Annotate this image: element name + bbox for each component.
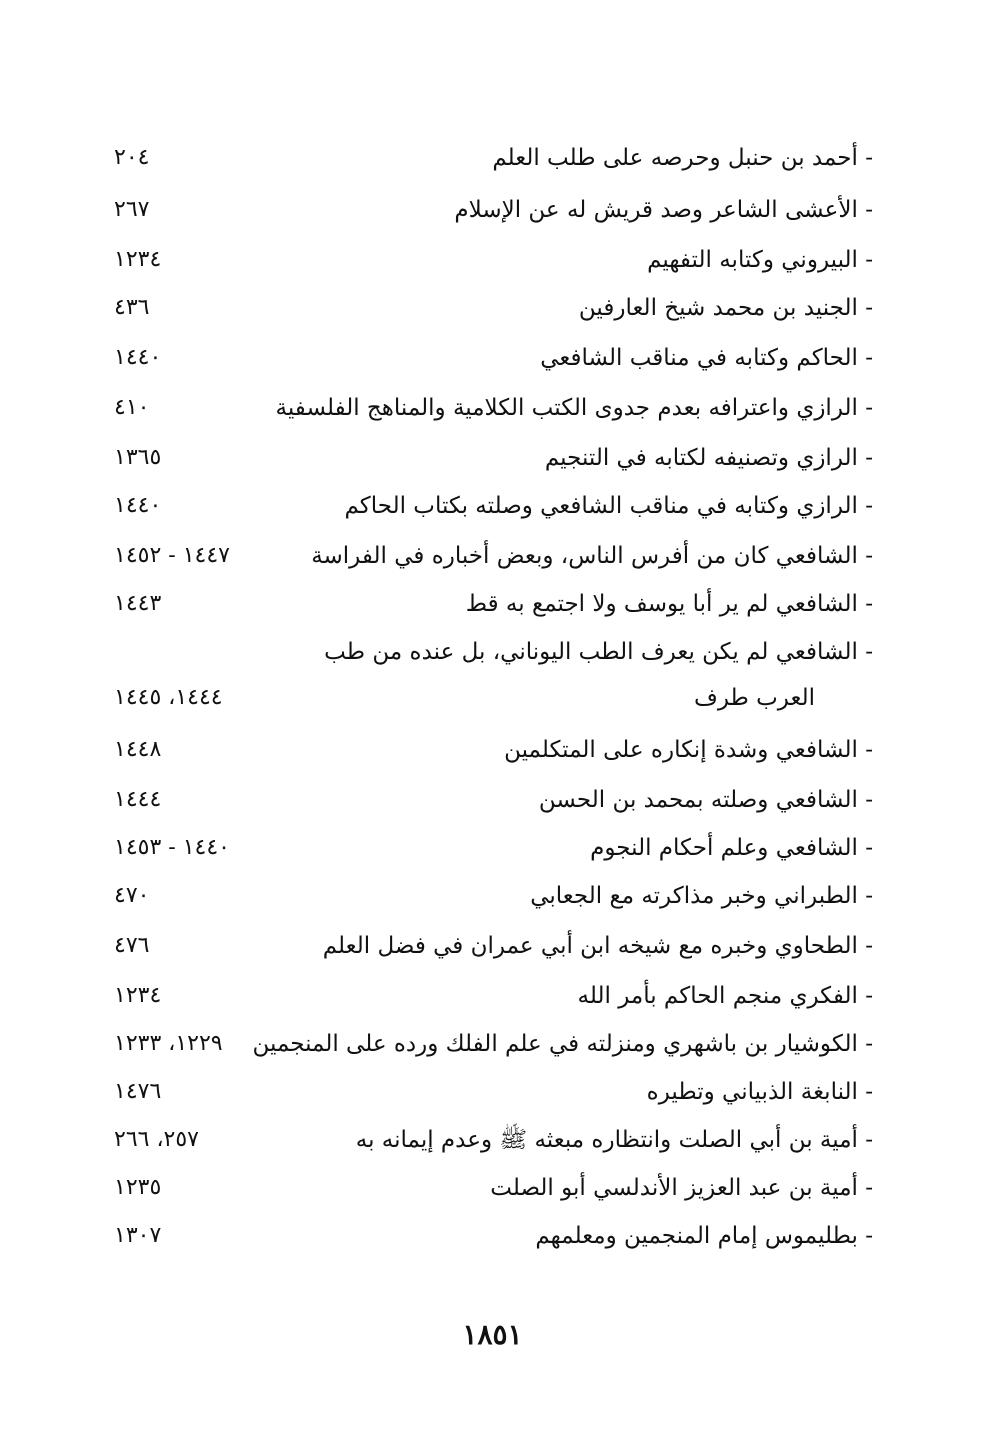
entry-title: - الرازي واعترافه بعدم جدوى الكتب الكلامية والمناهج الفلسفية — [275, 395, 873, 421]
entry-pages: ١٢٢٩، ١٢٣٣ — [114, 1031, 223, 1056]
entry-pages: ١٤٤٤، ١٤٤٥ — [114, 685, 223, 710]
entry-pages: ١٤٤٣ — [114, 591, 162, 616]
index-entry — [0, 584, 985, 636]
index-entry — [0, 876, 985, 928]
entry-pages: ٢٥٧، ٢٦٦ — [114, 1127, 199, 1152]
index-entry — [0, 486, 985, 538]
entry-pages: ٢٦٧ — [114, 197, 150, 222]
entry-title: - أمية بن عبد العزيز الأندلسي أبو الصلت — [490, 1175, 873, 1201]
entry-pages: ٤٧٦ — [114, 933, 150, 958]
entry-title: - بطليموس إمام المنجمين ومعلمهم — [535, 1223, 873, 1249]
index-entry — [0, 1216, 985, 1268]
entry-title: - الشافعي لم ير أبا يوسف ولا اجتمع به قط — [465, 591, 873, 617]
index-entry — [0, 926, 985, 978]
index-entry — [0, 632, 985, 732]
page-number: ١٨٥١ — [462, 1318, 523, 1351]
entry-pages: ١٢٣٤ — [114, 247, 162, 272]
index-entry — [0, 1120, 985, 1172]
entry-title: - النابغة الذبياني وتطيره — [646, 1079, 873, 1105]
entry-title: - الأعشى الشاعر وصد قريش له عن الإسلام — [454, 197, 873, 223]
entry-pages: ١٤٧٦ — [114, 1079, 162, 1104]
entry-title-continuation: العرب طرف — [694, 685, 815, 711]
entry-title: - الشافعي وصلته بمحمد بن الحسن — [538, 787, 873, 813]
entry-pages: ٢٠٤ — [114, 145, 150, 170]
index-entry — [0, 828, 985, 880]
index-entry — [0, 240, 985, 292]
entry-title: - البيروني وكتابه التفهيم — [647, 247, 873, 273]
entry-pages: ١٢٣٤ — [114, 983, 162, 1008]
index-entry — [0, 780, 985, 832]
entry-pages: ١٤٤٠ - ١٤٥٣ — [114, 835, 230, 860]
entry-pages: ١٤٤٤ — [114, 787, 162, 812]
entry-pages: ١٤٤٠ — [114, 345, 162, 370]
entry-title: - الشافعي وشدة إنكاره على المتكلمين — [504, 737, 873, 763]
entry-title: - الفكري منجم الحاكم بأمر الله — [577, 983, 873, 1009]
entry-pages: ١٣٠٧ — [114, 1223, 162, 1248]
index-entry — [0, 1072, 985, 1124]
entry-title: - الطحاوي وخبره مع شيخه ابن أبي عمران في فضل العلم — [322, 933, 873, 959]
entry-title: - الشافعي وعلم أحكام النجوم — [590, 835, 873, 861]
entry-title: - الكوشيار بن باشهري ومنزلته في علم الفلك ورده على المنجمين — [252, 1031, 873, 1057]
entry-title: - الشافعي لم يكن يعرف الطب اليوناني، بل عنده من طب — [324, 639, 873, 665]
entry-title: - الجنيد بن محمد شيخ العارفين — [578, 295, 873, 321]
entry-title: - الرازي وكتابه في مناقب الشافعي وصلته بكتاب الحاكم — [344, 493, 873, 519]
entry-title: - الشافعي كان من أفرس الناس، وبعض أخباره في الفراسة — [311, 543, 873, 569]
entry-title: - الحاكم وكتابه في مناقب الشافعي — [540, 345, 873, 371]
index-entry — [0, 1168, 985, 1220]
entry-pages: ٤١٠ — [114, 395, 150, 420]
entry-pages: ١٣٦٥ — [114, 445, 162, 470]
entry-pages: ١٢٣٥ — [114, 1175, 162, 1200]
index-entry — [0, 536, 985, 588]
index-entry — [0, 288, 985, 340]
entry-pages: ١٤٤٠ — [114, 493, 162, 518]
index-entry — [0, 190, 985, 242]
index-entry — [0, 1024, 985, 1076]
entry-pages: ٤٧٠ — [114, 883, 150, 908]
entry-title: - أحمد بن حنبل وحرصه على طلب العلم — [492, 145, 873, 171]
entry-title: - الرازي وتصنيفه لكتابه في التنجيم — [544, 445, 873, 471]
index-entry — [0, 138, 985, 190]
index-entry — [0, 438, 985, 490]
entry-title: - أمية بن أبي الصلت وانتظاره مبعثه ﷺ وعدم إيمانه به — [355, 1127, 873, 1153]
index-entry — [0, 976, 985, 1028]
index-entry — [0, 730, 985, 782]
entry-pages: ١٤٤٧ - ١٤٥٢ — [114, 543, 230, 568]
entry-pages: ١٤٤٨ — [114, 737, 162, 762]
index-entry — [0, 388, 985, 440]
index-entry — [0, 338, 985, 390]
entry-title: - الطبراني وخبر مذاكرته مع الجعابي — [530, 883, 873, 909]
entry-pages: ٤٣٦ — [114, 295, 150, 320]
